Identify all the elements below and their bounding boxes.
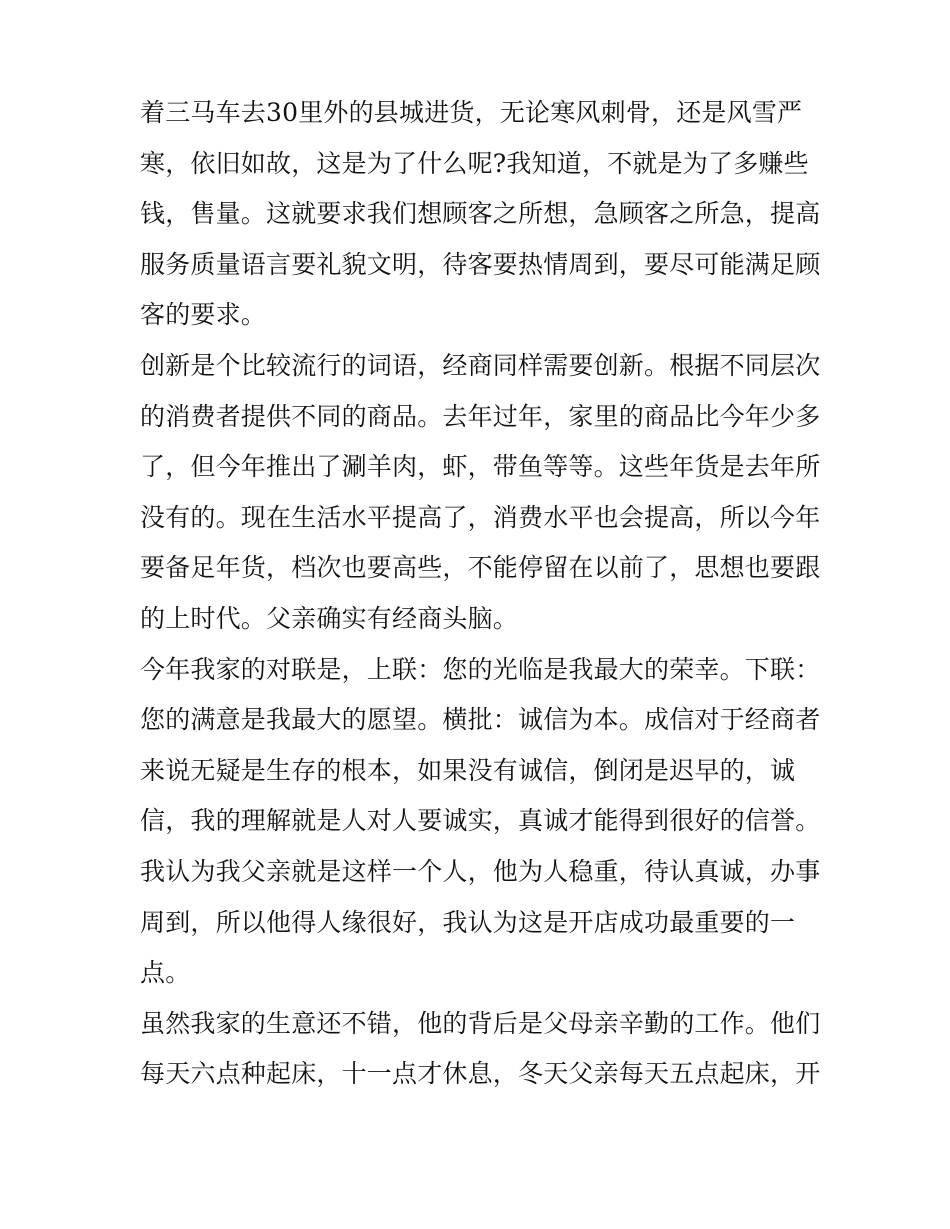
- text-line: 没有的。现在生活水平提高了，消费水平也会提高，所以今年: [140, 502, 821, 532]
- text-line: 着三马车去30里外的县城进货，无论寒风刺骨，还是风雪严: [140, 98, 803, 127]
- text-line: 您的满意是我最大的愿望。横批：诚信为本。成信对于经商者: [140, 705, 821, 735]
- text-line: 客的要求。: [140, 300, 267, 330]
- text-line: 钱，售量。这就要求我们想顾客之所想，急顾客之所急，提高: [140, 199, 821, 229]
- text-line: 的上时代。父亲确实有经商头脑。: [140, 603, 519, 633]
- text-line: 我认为我父亲就是这样一个人，他为人稳重，待认真诚，办事: [140, 856, 821, 886]
- text-line: 点。: [140, 958, 191, 988]
- text-line: 今年我家的对联是，上联：您的光临是我最大的荣幸。下联：: [140, 654, 821, 684]
- text-line: 虽然我家的生意还不错，他的背后是父母亲辛勤的工作。他们: [140, 1008, 821, 1038]
- document-body: [140, 88, 820, 1100]
- text-line: 来说无疑是生存的根本，如果没有诚信，倒闭是迟早的，诚: [140, 755, 796, 785]
- text-line: 信，我的理解就是人对人要诚实，真诚才能得到很好的信誉。: [140, 806, 821, 836]
- text-line: 服务质量语言要礼貌文明，待客要热情周到，要尽可能满足顾: [140, 249, 821, 279]
- text-line: 寒，依旧如故，这是为了什么呢?我知道，不就是为了多赚些: [140, 148, 809, 178]
- text-line: 了，但今年推出了涮羊肉，虾，带鱼等等。这些年货是去年所: [140, 452, 821, 482]
- text-line: 周到，所以他得人缘很好，我认为这是开店成功最重要的一: [140, 907, 796, 937]
- text-line: 每天六点种起床，十一点才休息，冬天父亲每天五点起床，开: [140, 1059, 821, 1089]
- text-line: 的消费者提供不同的商品。去年过年，家里的商品比今年少多: [140, 401, 821, 431]
- text-line: 创新是个比较流行的词语，经商同样需要创新。根据不同层次: [140, 350, 821, 380]
- text-line: 要备足年货，档次也要高些，不能停留在以前了，思想也要跟: [140, 553, 821, 583]
